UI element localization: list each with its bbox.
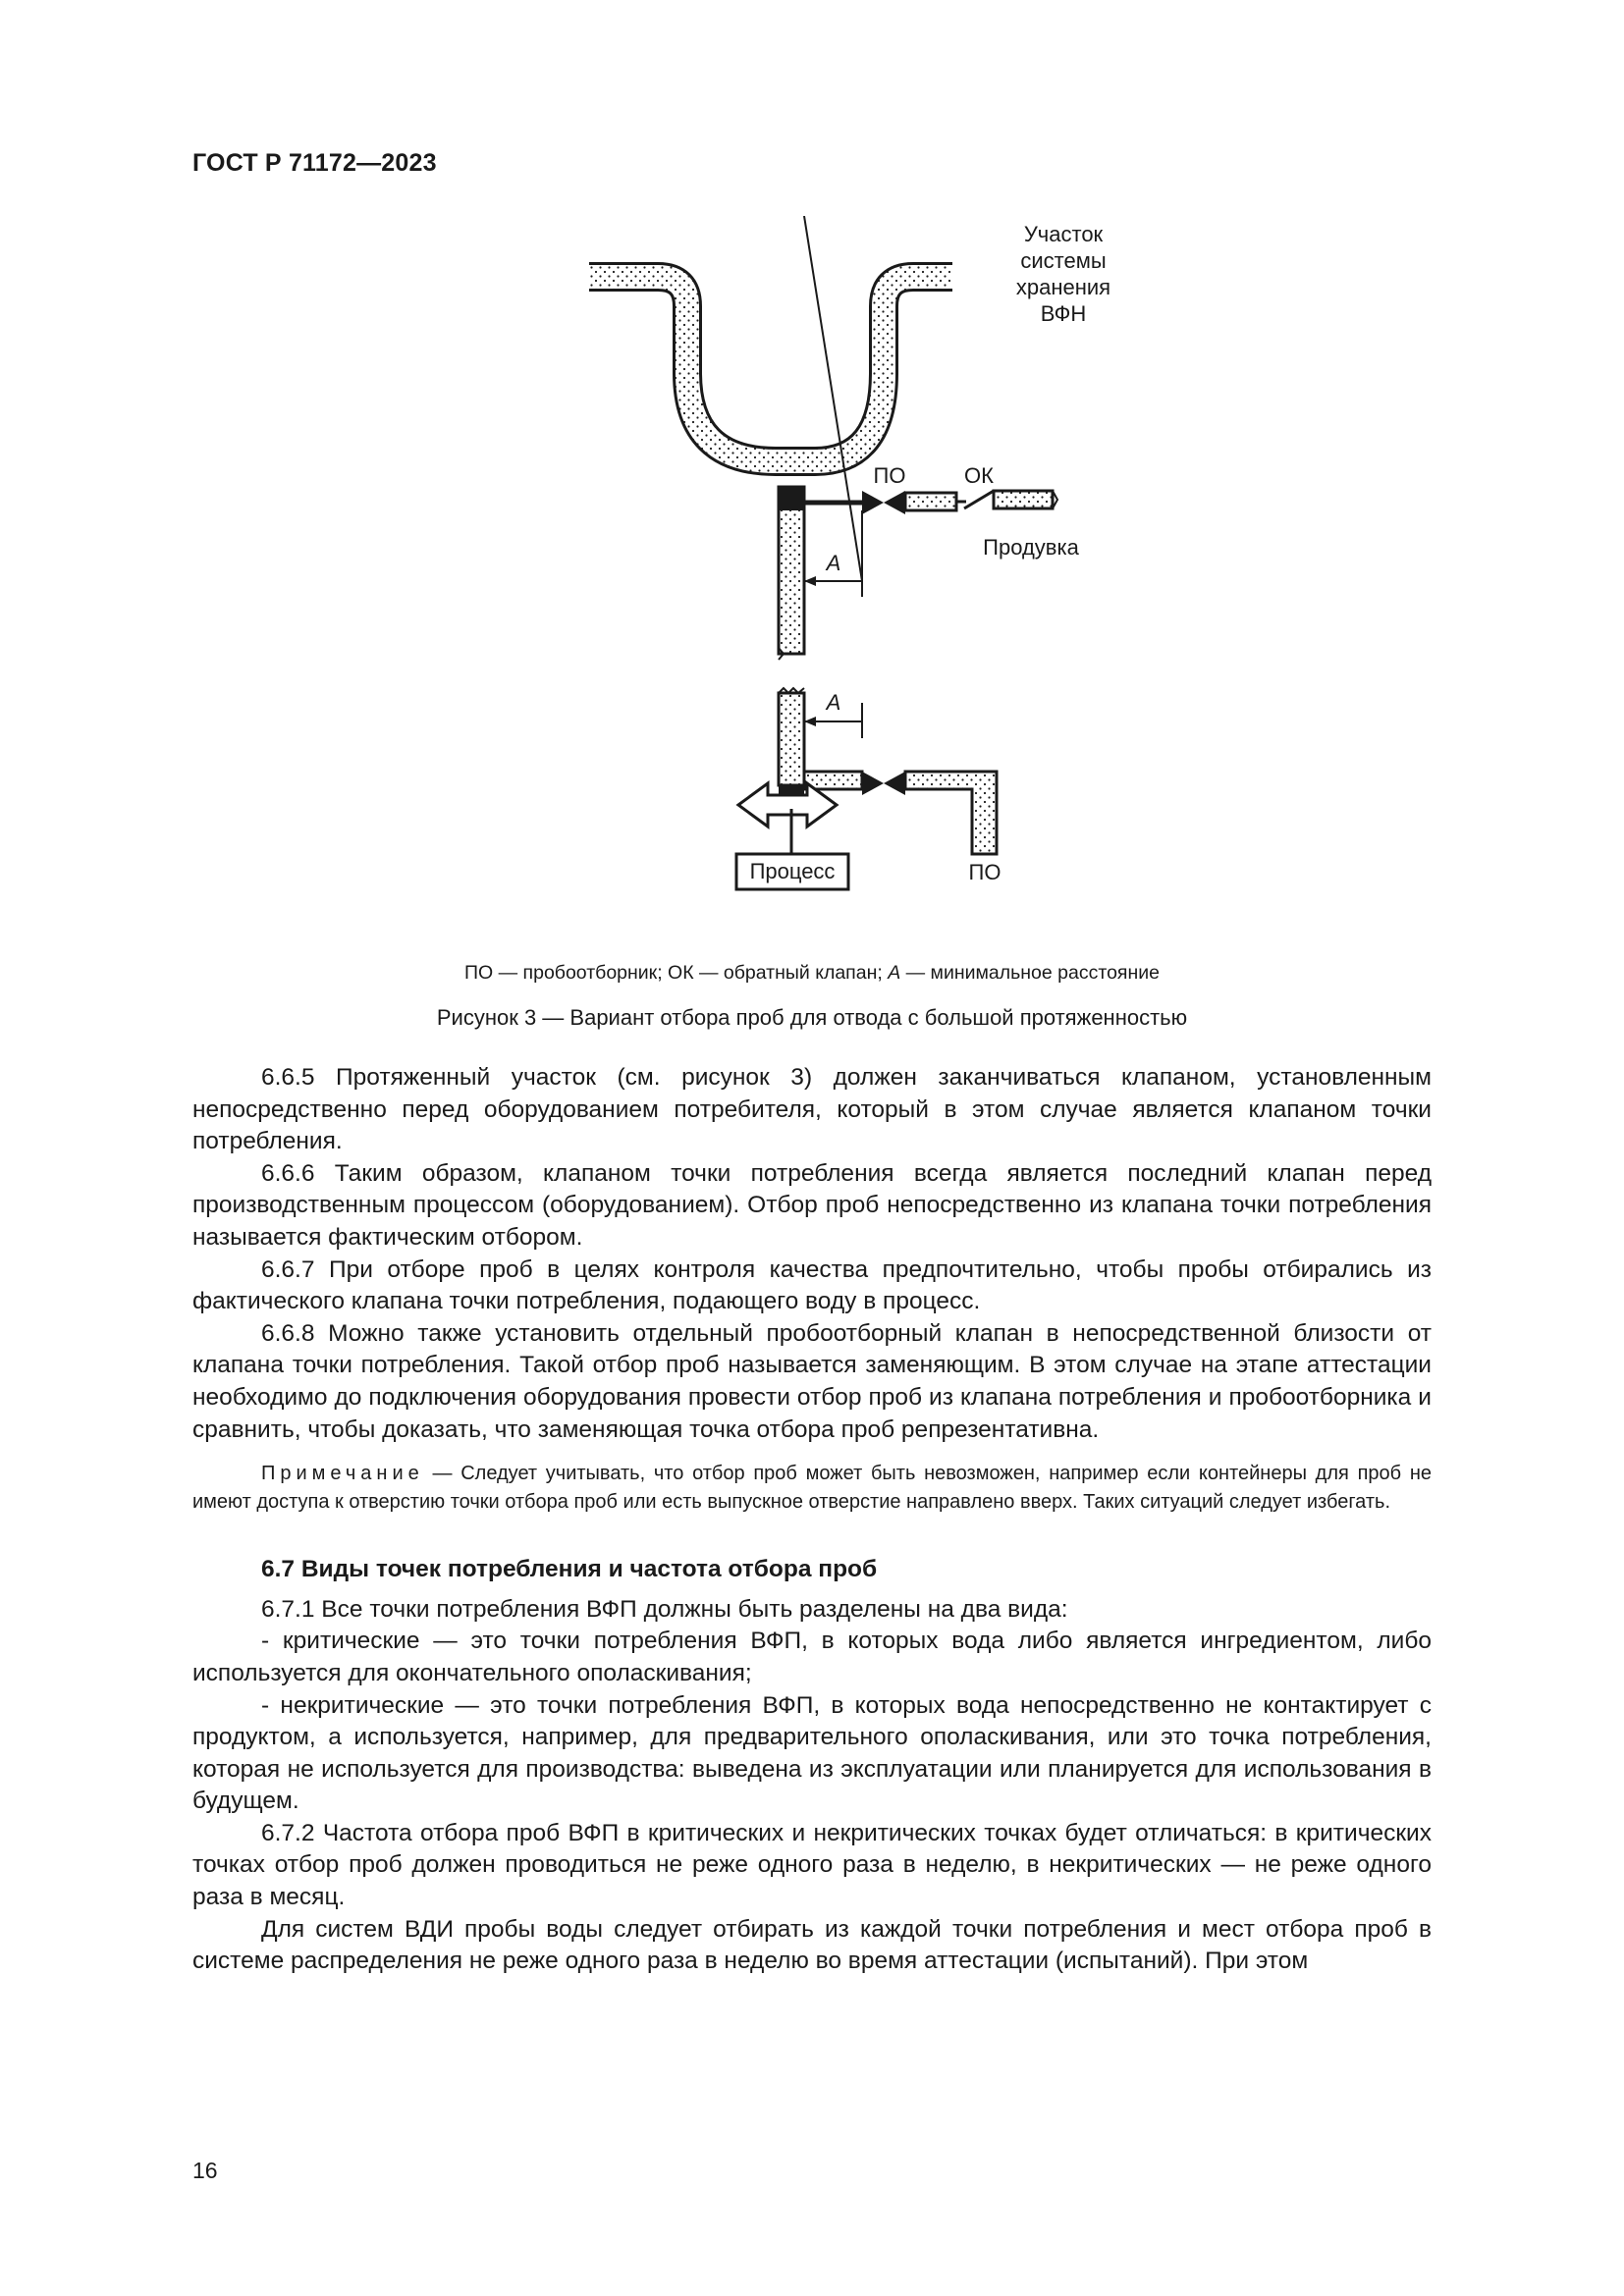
storage-label-2: системы xyxy=(1020,248,1107,273)
dimension-a-top xyxy=(804,216,862,597)
bullet-mark: - xyxy=(261,1691,270,1719)
paragraph-vdi: Для систем ВДИ пробы воды следует отбирать из каждой точки потребления и мест отбора проб в системе распределения не реже одного раза в неделю во время аттестации (испытаний). При этом xyxy=(192,1915,1432,1975)
purge-branch xyxy=(804,491,1057,514)
lower-sampling-branch xyxy=(804,772,997,854)
bullet-critical xyxy=(192,1626,1432,1689)
figure-legend xyxy=(0,962,1624,985)
check-valve-label: ОК xyxy=(964,463,994,488)
paragraph-6-6-8: 6.6.8 Можно также установить отдельный пробоотборный клапан в непосредственной близости от клапана точки потребления. Такой отбор проб называется заменяющим. В этом случае на этапе аттестации необходимо до подключения оборудования провести отбор проб из клапана потребления и пробоотборника и сравнить, чтобы доказать, что заменяющая точка отбора проб репрезентативна. xyxy=(192,1319,1432,1443)
bullet-critical-text: критические — это точки потребления ВФП, в которых вода либо является ингредиентом, либо используется для окончательного ополаскивания; xyxy=(192,1628,1433,1686)
legend-part-1: ПО — пробоотборник; ОК — обратный клапан; xyxy=(464,962,889,984)
process-label: Процесс xyxy=(749,859,836,883)
dimension-a-top-label: A xyxy=(826,551,841,575)
figure-3 xyxy=(550,216,1139,933)
storage-label-3: хранения xyxy=(1015,275,1111,299)
legend-part-2: A xyxy=(888,962,901,984)
note-text: — Следует учитывать, что отбор проб может быть невозможен, например если контейнеры для проб не имеют доступа к отверстию точки отбора проб или есть выпускное отверстие направлено вверх. Таких ситуаций следует избегать. xyxy=(192,1463,1432,1514)
figure-caption: Рисунок 3 — Вариант отбора проб для отвода с большой протяженностью xyxy=(436,1005,1188,1030)
sampling-diagram xyxy=(550,216,1139,933)
purge-label: Продувка xyxy=(983,535,1079,560)
vertical-branch-bottom xyxy=(779,688,804,809)
legend-part-3: — минимальное расстояние xyxy=(900,962,1160,984)
storage-label-1: Участок xyxy=(1023,222,1104,246)
process-double-arrow xyxy=(738,783,837,854)
storage-loop-pipe xyxy=(589,277,952,461)
sampler-label-top: ПО xyxy=(873,463,906,488)
body-text xyxy=(192,1062,1432,1978)
paragraph-6-7-1: 6.7.1 Все точки потребления ВФП должны быть разделены на два вида: xyxy=(261,1595,1068,1623)
bullet-noncritical xyxy=(192,1690,1432,1818)
sampler-label-bottom: ПО xyxy=(968,860,1001,884)
document-header: ГОСТ Р 71172—2023 xyxy=(192,149,437,177)
dimension-a-bottom-label: A xyxy=(826,690,841,715)
paragraph-6-6-5: 6.6.5 Протяженный участок (см. рисунок 3) должен заканчиваться клапаном, установленным непосредственно перед оборудованием потребителя, который в этом случае является клапаном точки потребления. xyxy=(192,1064,1432,1155)
section-6-7-title: 6.7 Виды точек потребления и частота отбора проб xyxy=(261,1556,878,1583)
note xyxy=(192,1460,1432,1517)
note-label: Примечание xyxy=(261,1463,424,1485)
storage-label-4: ВФН xyxy=(1040,301,1087,326)
paragraph-6-7-2: 6.7.2 Частота отбора проб ВФП в критических и некритических точках будет отличаться: в критических точках отбор проб должен проводиться не реже одного раза в неделю, в некритических — не реже одного раза в месяц. xyxy=(192,1819,1432,1911)
page-number: 16 xyxy=(192,2158,218,2183)
paragraph-6-6-6: 6.6.6 Таким образом, клапаном точки потребления всегда является последний клапан перед производственным процессом (оборудованием). Отбор проб непосредственно из клапана точки потребления называется фактическим отбором. xyxy=(192,1159,1432,1251)
bullet-mark: - xyxy=(261,1628,270,1655)
bullet-noncritical-text: некритические — это точки потребления ВФП, в которых вода непосредственно не контактирует с продуктом, а используется, например, для предварительного ополаскивания, или это точка потребления, которая не используется для производства: выведена из эксплуатации или планируется для использования в будущем. xyxy=(192,1691,1432,1815)
paragraph-6-6-7: 6.6.7 При отборе проб в целях контроля качества предпочтительно, чтобы пробы отбирались из фактического клапана точки потребления, подающего воду в процесс. xyxy=(192,1255,1432,1315)
